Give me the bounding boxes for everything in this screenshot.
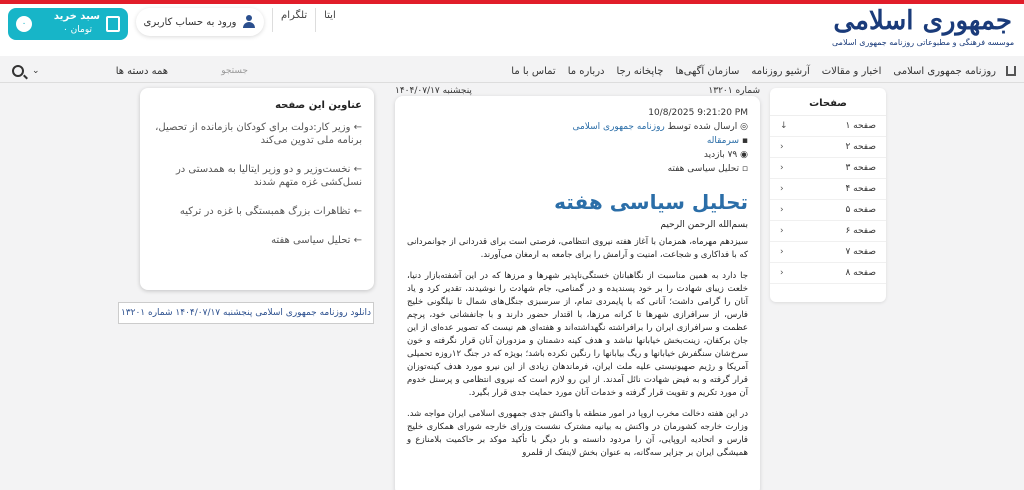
category-select[interactable]: همه دسته ها <box>115 65 168 77</box>
headline-link[interactable]: ← وزیر کار:دولت برای کودکان بازمانده از تحصیل، برنامه ملی تدوین می‌کند <box>155 122 362 146</box>
issue-date: پنجشنبه ۱۴۰۴/۰۷/۱۷ <box>395 86 472 96</box>
cart-count-badge: ۰ <box>16 16 32 32</box>
page-link-4[interactable] <box>770 179 886 200</box>
chevron-down-icon[interactable]: ⌄ <box>32 66 40 76</box>
social-links <box>272 8 344 32</box>
search-bar <box>8 62 248 80</box>
article-datetime: 10/8/2025 9:21:20 PM <box>648 108 748 118</box>
category-link[interactable]: سرمقاله <box>706 136 740 146</box>
chevron-left-icon: ‹ <box>780 268 784 278</box>
article-bismillah: بسم‌الله الرحمن الرحیم <box>660 220 748 230</box>
article-meta <box>407 106 748 176</box>
chevron-left-icon: ‹ <box>780 205 784 215</box>
headlines-title: عناوین این صفحه <box>275 100 362 111</box>
headline-text: تظاهرات بزرگ همبستگی با غزه در ترکیه <box>179 206 351 217</box>
nav-item-about[interactable]: درباره ما <box>567 65 605 77</box>
folder-icon: ▪ <box>741 136 748 146</box>
page-link-label: صفحه ۴ <box>845 184 876 194</box>
link-eitaa[interactable]: ایتا <box>315 8 344 32</box>
logo-subtitle: موسسه فرهنگی و مطبوعاتی روزنامه جمهوری اسلامی <box>832 38 1015 47</box>
article-author-row <box>407 120 748 134</box>
nav-item-ads[interactable]: سازمان آگهی‌ها <box>675 65 740 77</box>
logo-title: جمهوری اسلامی <box>833 6 1012 36</box>
page-link-3[interactable] <box>770 158 886 179</box>
chevron-left-icon: ‹ <box>780 247 784 257</box>
site-logo[interactable] <box>832 6 1015 52</box>
nav-item-contact[interactable]: تماس با ما <box>511 65 556 77</box>
page-link-label: صفحه ۱ <box>845 121 876 131</box>
headline-text: وزیر کار:دولت برای کودکان بازمانده از تحصیل، برنامه ملی تدوین می‌کند <box>155 122 362 146</box>
page-link-6[interactable] <box>770 221 886 242</box>
page-link-1[interactable] <box>770 116 886 137</box>
page-link-7[interactable] <box>770 242 886 263</box>
page-headlines <box>140 88 374 290</box>
nav-divider <box>0 82 1024 83</box>
page-link-label: صفحه ۷ <box>845 247 876 257</box>
image-alt-text: تحلیل سیاسی هفته <box>667 164 740 174</box>
page-link-5[interactable] <box>770 200 886 221</box>
article-paragraph: در این هفته دخالت مخرب اروپا در امور منطقه با واکنش جدی جمهوری اسلامی ایران مواجه شد. وزارت خارجه کشورمان در واکنش به بیانیه مشترک نشست وزرای خارجه شورای همکاری خلیج فارس و اتحادیه اروپایی، آن را مردود دانسته و بار دیگر با تأکید موکد بر حاکمیت بلامنازع و همیشگی ایران بر جزایر سه‌گانه، به عنوان بخش لاینفک از قلمرو <box>407 409 748 458</box>
headline-text: نخست‌وزیر و دو وزیر ایتالیا به همدستی در نسل‌کشی غزه متهم شدند <box>175 164 362 188</box>
link-telegram[interactable]: تلگرام <box>272 8 315 32</box>
article-paragraph: جا دارد به همین مناسبت از نگاهبانان خستگی‌ناپذیر شهرها و مرزها که در این آشفته‌بازار دنیا، خلعت زیبای شهادت را بر خود پسندیده و در گمنامی، جام شهادت را نوشیدند، تقدیر کرد و یاد آنان را گرامی داشت؛ آنانی که با پایمردی تمام، از سرسبزی جنگل‌های شمال تا نیلگونی خلیج فارس، از سرافرازی شهرها تا کرانه مرزها، با اقتدار حضور دارند و با جانفشانی خود، پرچم عظمت و سرافرازی ایران را برافراشته نگهداشته‌اند و هفته‌ای هم نیست که تصویر عده‌ای از این جان برکفان، زینت‌بخش خیابانها نباشد و هدف کینه دشمنان و مزدوران آنان قرار نگرفته و خون سرخ‌شان سنگفرش خیابانها و ریگ بیابانها را رنگین نکرده باشد؛ بویژه که در جنگ ۱۲روزه تحمیلی آمریکا و رژیم صهیونیستی علیه ملت ایران، فرماندهان زیادی از این نیرو مورد هدف کینه‌توزان قرار گرفته و به فیض شهادت نائل آمدند. از این رو لازم است که نیروی انتظامی و پرسنل خدوم آن مورد تکریم و تقویت قرار گرفته و خدمات آنان مورد حمایت جدی قرار بگیرد. <box>407 271 748 398</box>
chevron-left-icon: ‹ <box>780 142 784 152</box>
nav-item-newspaper[interactable]: روزنامه جمهوری اسلامی <box>893 65 996 77</box>
page-link-2[interactable] <box>770 137 886 158</box>
chevron-left-icon: ‹ <box>780 184 784 194</box>
search-input[interactable]: جستجو <box>221 66 248 76</box>
download-pdf-button[interactable]: دانلود روزنامه جمهوری اسلامی پنجشنبه ۱۴۰۴/۰۷/۱۷ شماره ۱۳۲۰۱ <box>118 302 374 324</box>
search-icon[interactable] <box>12 65 24 77</box>
site-header <box>0 4 1024 56</box>
views-count: ۷۹ بازدید <box>703 150 738 160</box>
eye-icon: ◉ <box>740 150 748 160</box>
page-link-label: صفحه ۲ <box>845 142 876 152</box>
sent-by-label: ارسال شده توسط <box>667 122 738 132</box>
issue-info <box>395 86 760 96</box>
cart-total: ۰ تومان <box>62 25 92 35</box>
article-views-row <box>407 148 748 162</box>
author-link[interactable]: روزنامه جمهوری اسلامی <box>572 122 665 132</box>
article-paragraph: سیزدهم مهرماه، همزمان با آغاز هفته نیروی انتظامی، فرصتی است برای قدردانی از جوانمردانی که با فداکاری و شجاعت، امنیت و آرامش را برای جامعه به ارمغان می‌آورند. <box>407 237 748 260</box>
login-button[interactable] <box>136 8 264 36</box>
headline-text: تحلیل سیاسی هفته <box>271 235 351 246</box>
pages-title: صفحات <box>770 88 886 116</box>
cart-title: سبد خرید <box>53 11 100 22</box>
article-category-row <box>407 134 748 148</box>
image-placeholder-icon: ▫ <box>741 164 748 174</box>
article-card <box>395 96 760 490</box>
user-circle-icon: ◎ <box>740 122 748 132</box>
article-title: تحلیل سیاسی هفته <box>554 190 748 214</box>
page-link-label: صفحه ۵ <box>845 205 876 215</box>
pages-sidebar <box>770 88 886 302</box>
issue-number: شماره ۱۳۲۰۱ <box>708 86 760 96</box>
chevron-left-icon: ‹ <box>780 226 784 236</box>
login-label: ورود به حساب کاربری <box>143 16 237 28</box>
nav-item-archive[interactable]: آرشیو روزنامه <box>751 65 810 77</box>
nav-item-news[interactable]: اخبار و مقالات <box>821 65 882 77</box>
chevron-left-icon: ‹ <box>780 163 784 173</box>
home-icon[interactable] <box>1006 66 1016 76</box>
headline-link[interactable]: ← تظاهرات بزرگ همبستگی با غزه در ترکیه <box>179 206 362 217</box>
user-icon <box>242 15 256 29</box>
headline-link[interactable]: ← نخست‌وزیر و دو وزیر ایتالیا به همدستی در نسل‌کشی غزه متهم شدند <box>175 164 362 188</box>
broken-image <box>407 162 748 176</box>
page-link-label: صفحه ۶ <box>845 226 876 236</box>
nav-item-printing[interactable]: چاپخانه رجا <box>616 65 664 77</box>
shopping-bag-icon <box>106 16 120 32</box>
page-link-8[interactable] <box>770 263 886 284</box>
page-link-label: صفحه ۳ <box>845 163 876 173</box>
cart-button[interactable] <box>8 8 128 40</box>
headline-link[interactable]: ← تحلیل سیاسی هفته <box>271 235 362 246</box>
arrow-down-icon: ↓ <box>780 121 788 131</box>
page-link-label: صفحه ۸ <box>845 268 876 278</box>
